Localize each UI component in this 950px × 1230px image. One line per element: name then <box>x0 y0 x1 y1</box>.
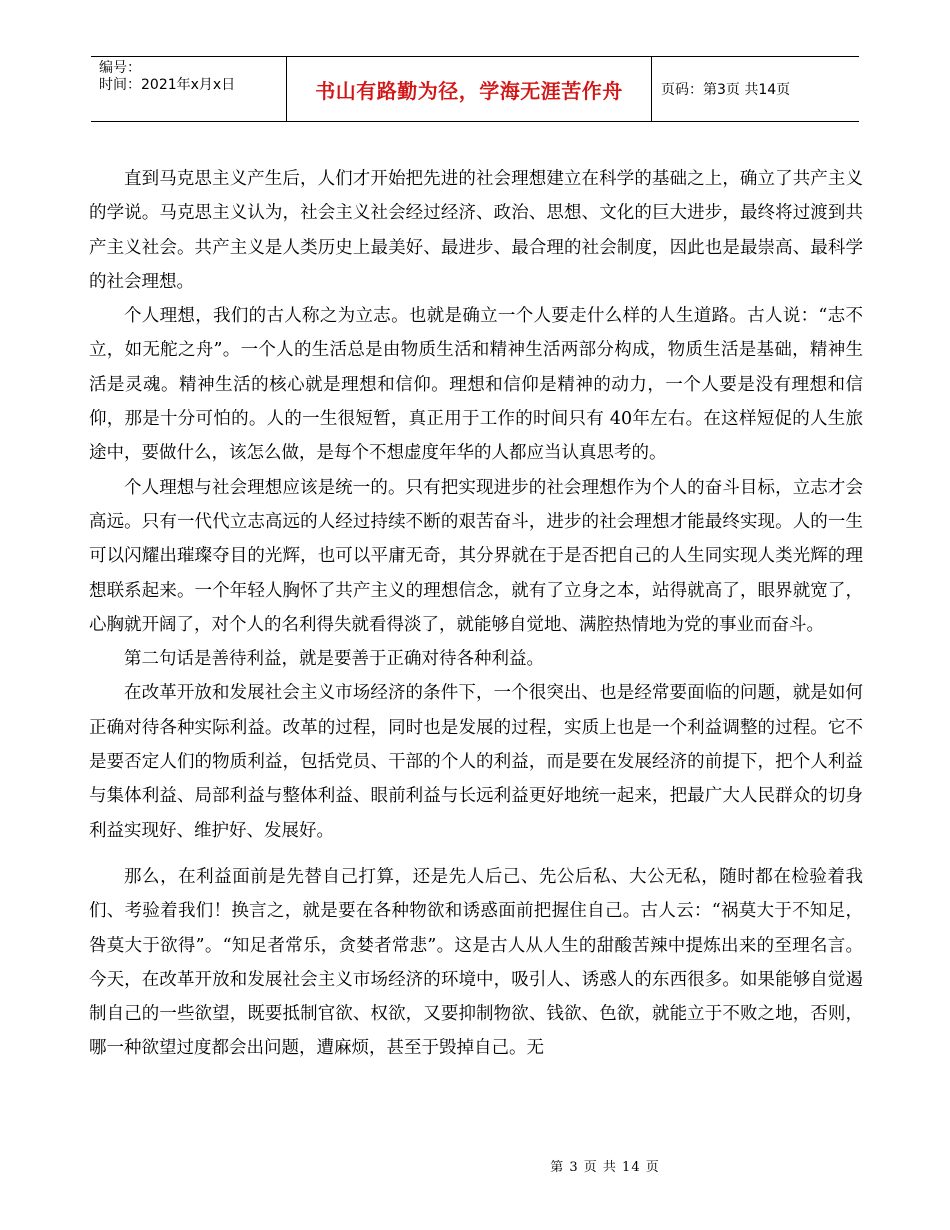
document-body <box>89 162 863 1066</box>
page-header <box>91 56 859 122</box>
header-meta <box>99 60 285 94</box>
body-paragraph: 个人理想，我们的古人称之为立志。也就是确立一个人要走什么样的人生道路。古人说：“志不立，如无舵之舟”。一个人的生活总是由物质生活和精神生活两部分构成，物质生活是基础，精神生活是灵魂。精神生活的核心就是理想和信仰。理想和信仰是精神的动力，一个人要是没有理想和信仰，那是十分可怕的。人的一生很短暂，真正用于工作的时间只有 40年左右。在这样短促的人生旅途中，要做什么，该怎么做，是每个不想虚度年华的人都应当认真思考的。 <box>89 306 863 464</box>
page-footer: 第 3 页 共 14 页 <box>550 1160 660 1175</box>
body-paragraph: 直到马克思主义产生后，人们才开始把先进的社会理想建立在科学的基础之上，确立了共产主义的学说。马克思主义认为，社会主义社会经过经济、政治、思想、文化的巨大进步，最终将过渡到共产主义社会。共产主义是人类历史上最美好、最进步、最合理的社会制度，因此也是最崇高、最科学的社会理想。 <box>89 169 863 292</box>
header-divider-right <box>651 57 652 121</box>
header-page-info: 页码：第3页 共14页 <box>661 82 791 98</box>
document-number-label: 编号： <box>99 60 141 76</box>
body-paragraph: 那么，在利益面前是先替自己打算，还是先人后己、先公后私、大公无私，随时都在检验着我们、考验着我们！换言之，就是要在各种物欲和诱惑面前把握住自己。古人云：“祸莫大于不知足，咎莫大于欲得”。“知足者常乐，贪婪者常悲”。这是古人从人生的甜酸苦辣中提炼出来的至理名言。今天，在改革开放和发展社会主义市场经济的环境中，吸引人、诱惑人的东西很多。如果能够自觉遏制自己的一些欲望，既要抵制官欲、权欲，又要抑制物欲、钱欲、色欲，就能立于不败之地，否则，哪一种欲望过度都会出问题，遭麻烦，甚至于毁掉自己。无 <box>89 866 863 1059</box>
body-paragraph: 在改革开放和发展社会主义市场经济的条件下，一个很突出、也是经常要面临的问题，就是如何正确对待各种实际利益。改革的过程，同时也是发展的过程，实质上也是一个利益调整的过程。它不是要否定人们的物质利益，包括党员、干部的个人的利益，而是要在发展经济的前提下，把个人利益与集体利益、局部利益与整体利益、眼前利益与长远利益更好地统一起来，把最广大人民群众的切身利益实现好、维护好、发展好。 <box>89 683 863 841</box>
document-date: 时间：2021年x月x日 <box>99 77 236 93</box>
header-motto: 书山有路勤为径，学海无涯苦作舟 <box>315 78 623 103</box>
body-paragraph: 个人理想与社会理想应该是统一的。只有把实现进步的社会理想作为个人的奋斗目标，立志才会高远。只有一代代立志高远的人经过持续不断的艰苦奋斗，进步的社会理想才能最终实现。人的一生可以闪耀出璀璨夺目的光辉，也可以平庸无奇，其分界就在于是否把自己的人生同实现人类光辉的理想联系起来。一个年轻人胸怀了共产主义的理想信念，就有了立身之本，站得就高了，眼界就宽了，心胸就开阔了，对个人的名利得失就看得淡了，就能够自觉地、满腔热情地为党的事业而奋斗。 <box>89 477 863 635</box>
body-paragraph: 第二句话是善待利益，就是要善于正确对待各种利益。 <box>124 649 544 670</box>
